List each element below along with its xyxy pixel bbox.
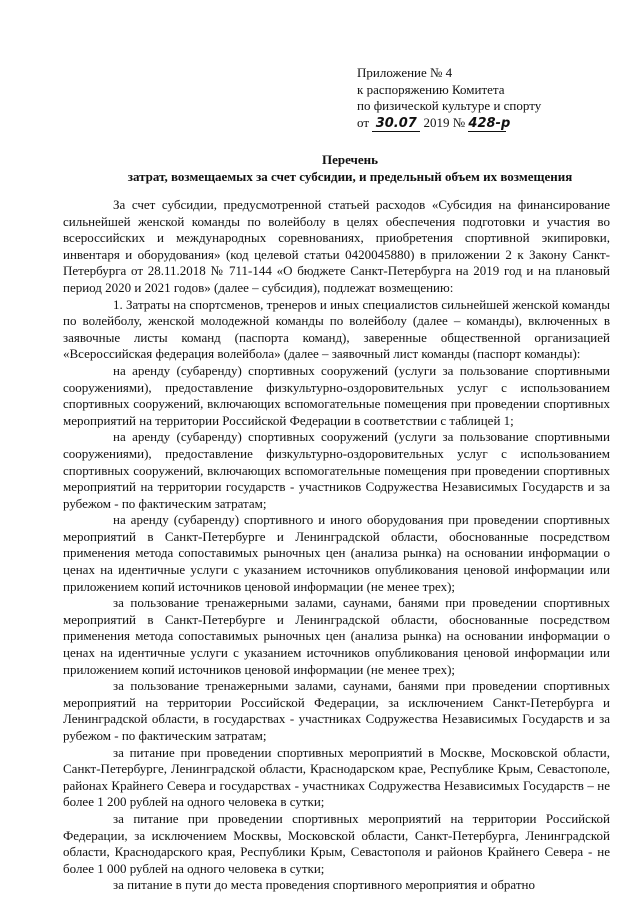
paragraph-gyms-other: за пользование тренажерными залами, саунами, банями при проведении спортивных мероприятий на территории Российской Федерации, за исключением Санкт-Петербурга и Ленинградской области, в государствах - участниках Содружества Независимых Государств и за рубежом - по фактическим затратам; bbox=[63, 678, 610, 743]
title-heading: Перечень bbox=[321, 152, 379, 167]
handwritten-number: 428-р bbox=[468, 115, 511, 131]
title-subheading: затрат, возмещаемых за счет субсидии, и предельный объем их возмещения bbox=[127, 168, 573, 184]
paragraph-item-1: 1. Затраты на спортсменов, тренеров и иных специалистов сильнейшей женской команды по волейболу, женской молодежной команды по волейболу (далее – команды), включенных в заявочные листы команд (паспорта команд), заверенные общественной организацией «Всероссийская федерация волейбола» (далее – заявочный лист команды (паспорт команды): bbox=[63, 296, 610, 362]
paragraph-intro: За счет субсидии, предусмотренной статьей расходов «Субсидия на финансирование сильнейшей женской команды по волейболу в целях обеспечения подготовки и участия во всероссийских и международных соревнованиях, приобретения спортивной экипировки, инвентаря и оборудования» (код целевой статьи 0420045880) в приложении 2 к Закону Санкт-Петербурга от 28.11.2018 № 711-144 «О бюджете Санкт-Петербурга на 2019 год и на плановый период 2020 и 2021 годов» (далее – субсидия), подлежат возмещению: bbox=[63, 197, 610, 295]
date-prefix: от bbox=[357, 114, 370, 130]
paragraph-gyms-spb: за пользование тренажерными залами, саунами, банями при проведении спортивных мероприятий в Санкт-Петербурге и Ленинградской области, обоснованные посредством применения метода сопоставимых рыночных цен (анализа рынка) на основании информации о ценах на идентичные услуги с указанием источников опубликования ценовой информации или приложением копий источников ценовой информации (не менее трех); bbox=[63, 595, 610, 677]
handwritten-date: 30.07 bbox=[372, 117, 420, 132]
annex-order-ref: к распоряжению Комитета bbox=[357, 81, 505, 97]
paragraph-food-1000: за питание при проведении спортивных мероприятий на территории Российской Федерации, за исключением Москвы, Московской области, Санкт-Петербурга, Ленинградской области, Краснодарского края, Республики Крым, Севастополя и районов Крайнего Севера - не более 1 000 рублей на одного человека в сутки; bbox=[63, 810, 610, 876]
paragraph-food-travel: за питание в пути до места проведения спортивного мероприятия и обратно bbox=[113, 877, 536, 893]
annex-block bbox=[357, 65, 607, 132]
year-number-label: 2019 № bbox=[423, 114, 466, 130]
annex-number: Приложение № 4 bbox=[357, 65, 453, 80]
document-body bbox=[63, 197, 610, 894]
document-title bbox=[95, 152, 605, 185]
paragraph-rent-abroad: на аренду (субаренду) спортивных сооружений (услуги за пользование спортивными сооружениями), предоставление физкультурно-оздоровительных услуг с использованием спортивных сооружений, включающих вспомогательные помещения при проведении спортивных мероприятий на территории государств - участников Содружества Независимых Государств и за рубежом - по фактическим затратам; bbox=[63, 429, 610, 511]
annex-date-line bbox=[357, 115, 607, 132]
paragraph-food-1200: за питание при проведении спортивных мероприятий в Москве, Московской области, Санкт-Петербурге, Ленинградской области, Краснодарском крае, Республике Крым, Севастополе, районах Крайнего Севера и государствах - участниках Содружества Независимых Государств – не более 1 200 рублей на одного человека в сутки; bbox=[63, 744, 610, 810]
annex-committee: по физической культуре и спорту bbox=[357, 98, 542, 113]
paragraph-equipment-rent: на аренду (субаренду) спортивного и иного оборудования при проведении спортивных мероприятий в Санкт-Петербурге и Ленинградской области, обоснованные посредством применения метода сопоставимых рыночных цен (анализа рынка) на основании информации о ценах на идентичные услуги с указанием источников опубликования ценовой информации или приложением копий источников ценовой информации (не менее трех); bbox=[63, 512, 610, 594]
paragraph-rent-russia: на аренду (субаренду) спортивных сооружений (услуги за пользование спортивными сооружениями), предоставление физкультурно-оздоровительных услуг с использованием спортивных сооружений, включающих вспомогательные помещения при проведении спортивных мероприятий на территории Российской Федерации в соответствии с таблицей 1; bbox=[63, 362, 610, 428]
